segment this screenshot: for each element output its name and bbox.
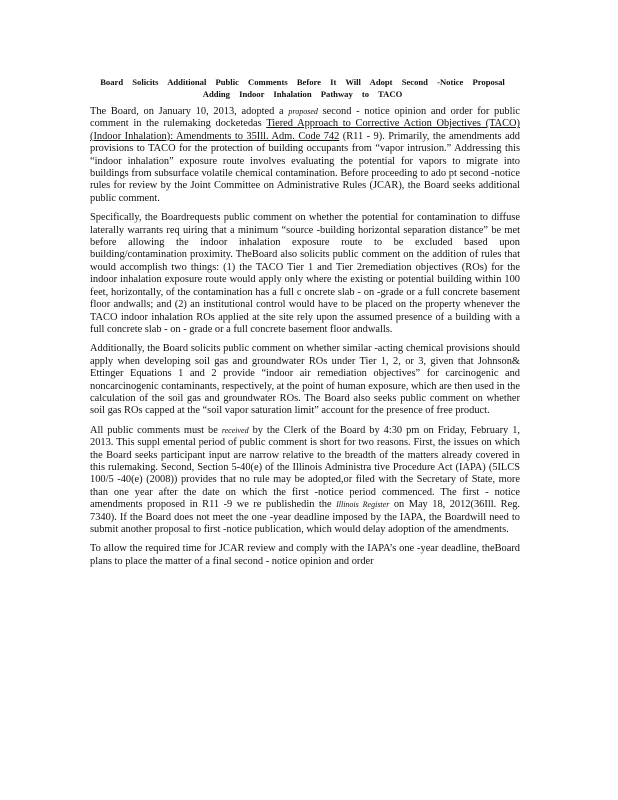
paragraph-4-part-c: by the Clerk of the Board by 4:30 pm on Friday, February 1, 2013. This suppl emental period of public comment is short for two reasons. First, the issues on which the Board seeks participant input are narrow relative to the breadth of the matters already covered in this rulemaking. Second, Section 5-40(e) of the Illinois Administra tive Procedure Act (IAPA) (5ILCS 100/5 -40(e) (2008)) provides that no rule may be adopted,or filed with the Secretary of State, more than one year after the date on which the first -notice period commenced. The first - notice amendments proposed in R11 -9 we re publishedin the xyxy=(90,424,520,511)
paragraph-3: Additionally, the Board solicits public comment on whether similar -acting chemical provisions should apply when developing soil gas and groundwater ROs under Tier 1, 2, or 3, given that Johnson& Ettinger Equations 1 and 2 provide “indoor air remediation objectives” for carcinogenic and noncarcinogenic contaminants, respectively, at the point of human exposure, which are then used in the calculation of the soil gas and groundwater ROs. The Board also seeks public comment on whether soil gas ROs capped at the “soil vapor saturation limit” account for the presence of free product. xyxy=(90,343,520,417)
paragraph-1 xyxy=(90,106,520,205)
illinois-register-italic: Illinois Register xyxy=(336,500,390,510)
paragraph-5: To allow the required time for JCAR review and comply with the IAPA’s one -year deadline, theBoard plans to place the matter of a final second - notice opinion and order xyxy=(90,543,520,567)
paragraph-4 xyxy=(90,425,520,537)
paragraph-1-part-a: The Board, on January 10, 2013, adopted a xyxy=(90,106,289,117)
docket-title-underlined: Tiered Approach to Corrective Action Objectives (TACO) (Indoor Inhalation): Amendments to 35Ill. Adm. Code 742 xyxy=(90,118,520,142)
document-title: Board Solicits Additional Public Comments Before It Will Adopt Second -Notice Proposal Adding Indoor Inhalation Pathway to TACO xyxy=(100,77,505,99)
paragraph-1-part-c: second - notice opinion and order for public comment in the rulemaking docketedas xyxy=(90,106,520,130)
paragraph-4-part-e: on May 18, 2012(36Ill. Reg. 7340). If the Board does not meet the one -year deadline imposed by the IAPA, the Boardwill need to submit another proposal to first -notice publication, which would delay adoption of the amendments. xyxy=(90,499,521,535)
document-body xyxy=(90,106,520,575)
paragraph-4-part-a: All public comments must be xyxy=(90,424,222,436)
paragraph-2: Specifically, the Boardrequests public comment on whether the potential for contamination to diffuse laterally warrants req uiring that a minimum “source -building horizontal separation distance” be met before allowing the indoor inhalation exposure route to be excluded based upon building/contamination proximity. TheBoard also solicits public comment on the addition of rules that would accomplish two things: (1) the TACO Tier 1 and Tier 2remediation objectives (ROs) for the indoor inhalation exposure route would apply only where the existing or potential building within 100 feet, horizontally, of the contamination has a full c oncrete slab - on -grade or a full concrete basement floor andwalls; and (2) an institutional control would have to be placed on the property whenever the TACO indoor inhalation ROs applied at the site rely upon the assumed presence of a building with a full concrete slab - on - grade or a full concrete basement floor andwalls. xyxy=(90,212,520,335)
proposed-italic: proposed xyxy=(288,107,318,116)
paragraph-1-part-e: (R11 - 9). Primarily, the amendments add provisions to TACO for the protection of building occupants from “vapor intrusion.” Addressing this “indoor inhalation” exposure route involves evaluating the potential for vapors to migrate into buildings from subsurface volatile chemical contamination. Before proceeding to ado pt second -notice rules for review by the Joint Committee on Administrative Rules (JCAR), the Board seeks additional public comment. xyxy=(90,130,520,204)
received-italic: received xyxy=(221,425,249,435)
